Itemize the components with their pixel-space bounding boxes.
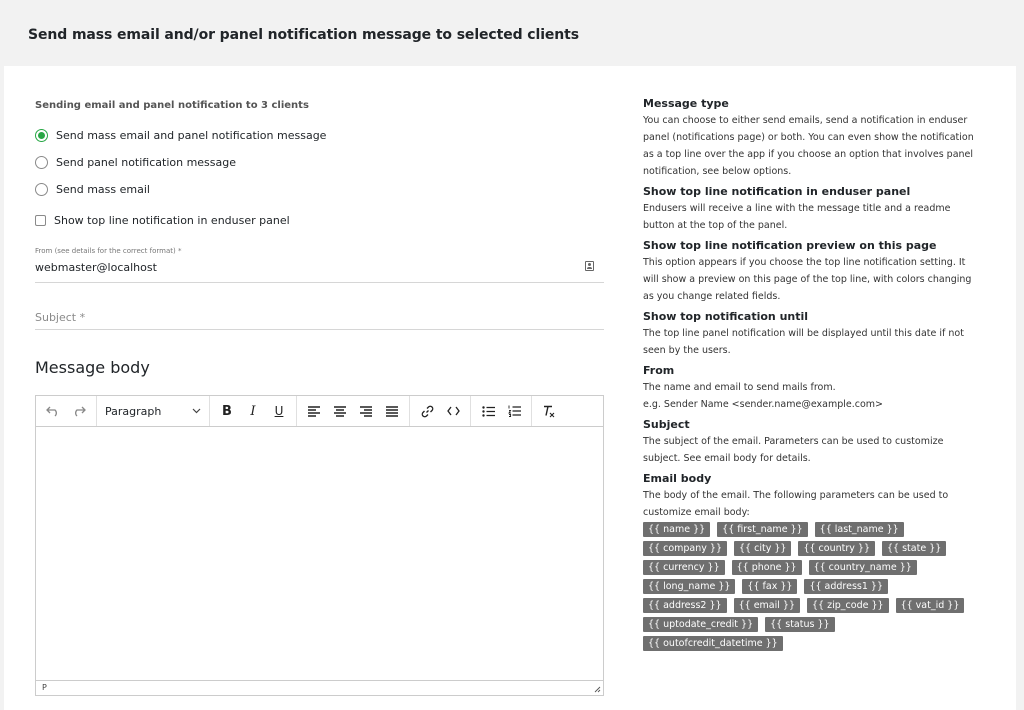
help-title: From	[643, 364, 675, 377]
clear-group	[532, 396, 566, 426]
history-group	[36, 396, 97, 426]
help-text: You can choose to either send emails, send a notification in enduser panel (notifications page) or both. You can even show the notification as a top line over the app if you choose an option that involves panel notification, see below options.	[643, 115, 974, 177]
align-right-icon[interactable]	[353, 399, 379, 423]
parameter-tag: {{ name }}	[643, 522, 710, 537]
align-center-icon[interactable]	[327, 399, 353, 423]
undo-icon[interactable]	[40, 399, 66, 423]
topline-notification-checkbox[interactable]	[35, 215, 46, 226]
link-icon[interactable]	[414, 399, 440, 423]
rich-text-editor[interactable]	[35, 395, 604, 696]
message-body-title: Message body	[35, 358, 150, 377]
radio-mass-email[interactable]	[35, 180, 150, 198]
parameter-tag: {{ company }}	[643, 541, 727, 556]
radio-label: Send mass email and panel notification message	[56, 128, 327, 142]
bullet-list-icon[interactable]	[475, 399, 501, 423]
subject-placeholder: Subject *	[35, 311, 86, 324]
editor-toolbar	[36, 396, 603, 427]
contact-card-icon[interactable]	[585, 261, 594, 271]
redo-icon[interactable]	[66, 399, 92, 423]
parameter-tag: {{ last_name }}	[815, 522, 904, 537]
element-path[interactable]: P	[42, 683, 47, 692]
parameter-tag: {{ status }}	[765, 617, 834, 632]
section-label: Sending email and panel notification to 3 clients	[35, 100, 309, 111]
format-group	[97, 396, 210, 426]
parameter-tag: {{ currency }}	[643, 560, 725, 575]
help-text: The body of the email. The following parameters can be used to customize email body:	[643, 490, 949, 518]
insert-group	[410, 396, 471, 426]
help-text: The top line panel notification will be displayed until this date if not seen by the users.	[643, 328, 964, 356]
text-style-group	[210, 396, 297, 426]
parameter-tag: {{ address2 }}	[643, 598, 727, 613]
parameter-tag: {{ fax }}	[742, 579, 797, 594]
parameter-tag: {{ uptodate_credit }}	[643, 617, 758, 632]
block-format-value: Paragraph	[105, 404, 162, 418]
parameter-tag: {{ address1 }}	[804, 579, 888, 594]
editor-statusbar	[36, 680, 603, 695]
parameter-tag: {{ country }}	[798, 541, 875, 556]
help-text: The subject of the email. Parameters can be used to customize subject. See email body for details.	[643, 436, 944, 464]
parameter-tag: {{ long_name }}	[643, 579, 735, 594]
align-left-icon[interactable]	[301, 399, 327, 423]
help-text: This option appears if you choose the top line notification setting. It will show a preview on this page of the top line, with colors changing as you change related fields.	[643, 257, 972, 302]
page-title: Send mass email and/or panel notification message to selected clients	[28, 27, 579, 43]
help-text: The name and email to send mails from.	[643, 382, 836, 393]
parameter-tag: {{ first_name }}	[717, 522, 807, 537]
checkbox-label: Show top line notification in enduser panel	[54, 214, 290, 227]
parameter-tag: {{ phone }}	[732, 560, 802, 575]
parameter-tag: {{ zip_code }}	[807, 598, 889, 613]
numbered-list-icon[interactable]	[501, 399, 527, 423]
parameter-tag: {{ email }}	[734, 598, 800, 613]
help-panel	[643, 96, 983, 655]
help-title: Email body	[643, 472, 712, 485]
align-justify-icon[interactable]	[379, 399, 405, 423]
help-text-example: e.g. Sender Name <sender.name@example.com>	[643, 399, 883, 410]
radio-button-checked[interactable]	[35, 129, 48, 142]
parameter-tag: {{ city }}	[734, 541, 791, 556]
underline-icon[interactable]: U	[274, 404, 284, 418]
parameter-tag: {{ vat_id }}	[896, 598, 965, 613]
radio-label: Send mass email	[56, 182, 150, 196]
parameter-tags	[643, 522, 983, 655]
help-title: Subject	[643, 418, 690, 431]
from-field[interactable]	[35, 247, 604, 283]
source-code-icon[interactable]	[440, 399, 466, 423]
list-group	[471, 396, 532, 426]
italic-icon[interactable]: I	[250, 403, 256, 419]
resize-handle-icon[interactable]	[594, 686, 601, 693]
bold-icon[interactable]: B	[222, 403, 232, 419]
parameter-tag: {{ outofcredit_datetime }}	[643, 636, 783, 651]
help-title: Show top line notification in enduser panel	[643, 185, 911, 198]
from-field-value[interactable]: webmaster@localhost	[35, 261, 157, 274]
radio-label: Send panel notification message	[56, 155, 237, 169]
page-header	[0, 0, 1024, 66]
block-format-select[interactable]	[101, 399, 205, 423]
parameter-tag: {{ country_name }}	[809, 560, 917, 575]
subject-field[interactable]	[35, 311, 604, 330]
help-title: Message type	[643, 97, 729, 110]
radio-mass-email-and-notification[interactable]	[35, 126, 326, 144]
align-group	[297, 396, 410, 426]
help-text: Endusers will receive a line with the message title and a readme button at the top of the panel.	[643, 203, 951, 231]
help-title: Show top line notification preview on this page	[643, 239, 937, 252]
topline-notification-checkbox-row[interactable]	[35, 214, 290, 227]
radio-button[interactable]	[35, 183, 48, 196]
help-title: Show top notification until	[643, 310, 809, 323]
radio-button[interactable]	[35, 156, 48, 169]
radio-panel-notification[interactable]	[35, 153, 236, 171]
clear-formatting-icon[interactable]	[536, 399, 562, 423]
chevron-down-icon	[192, 408, 201, 414]
from-field-label: From (see details for the correct format) *	[35, 247, 182, 255]
parameter-tag: {{ state }}	[882, 541, 946, 556]
main-card	[4, 66, 1016, 710]
